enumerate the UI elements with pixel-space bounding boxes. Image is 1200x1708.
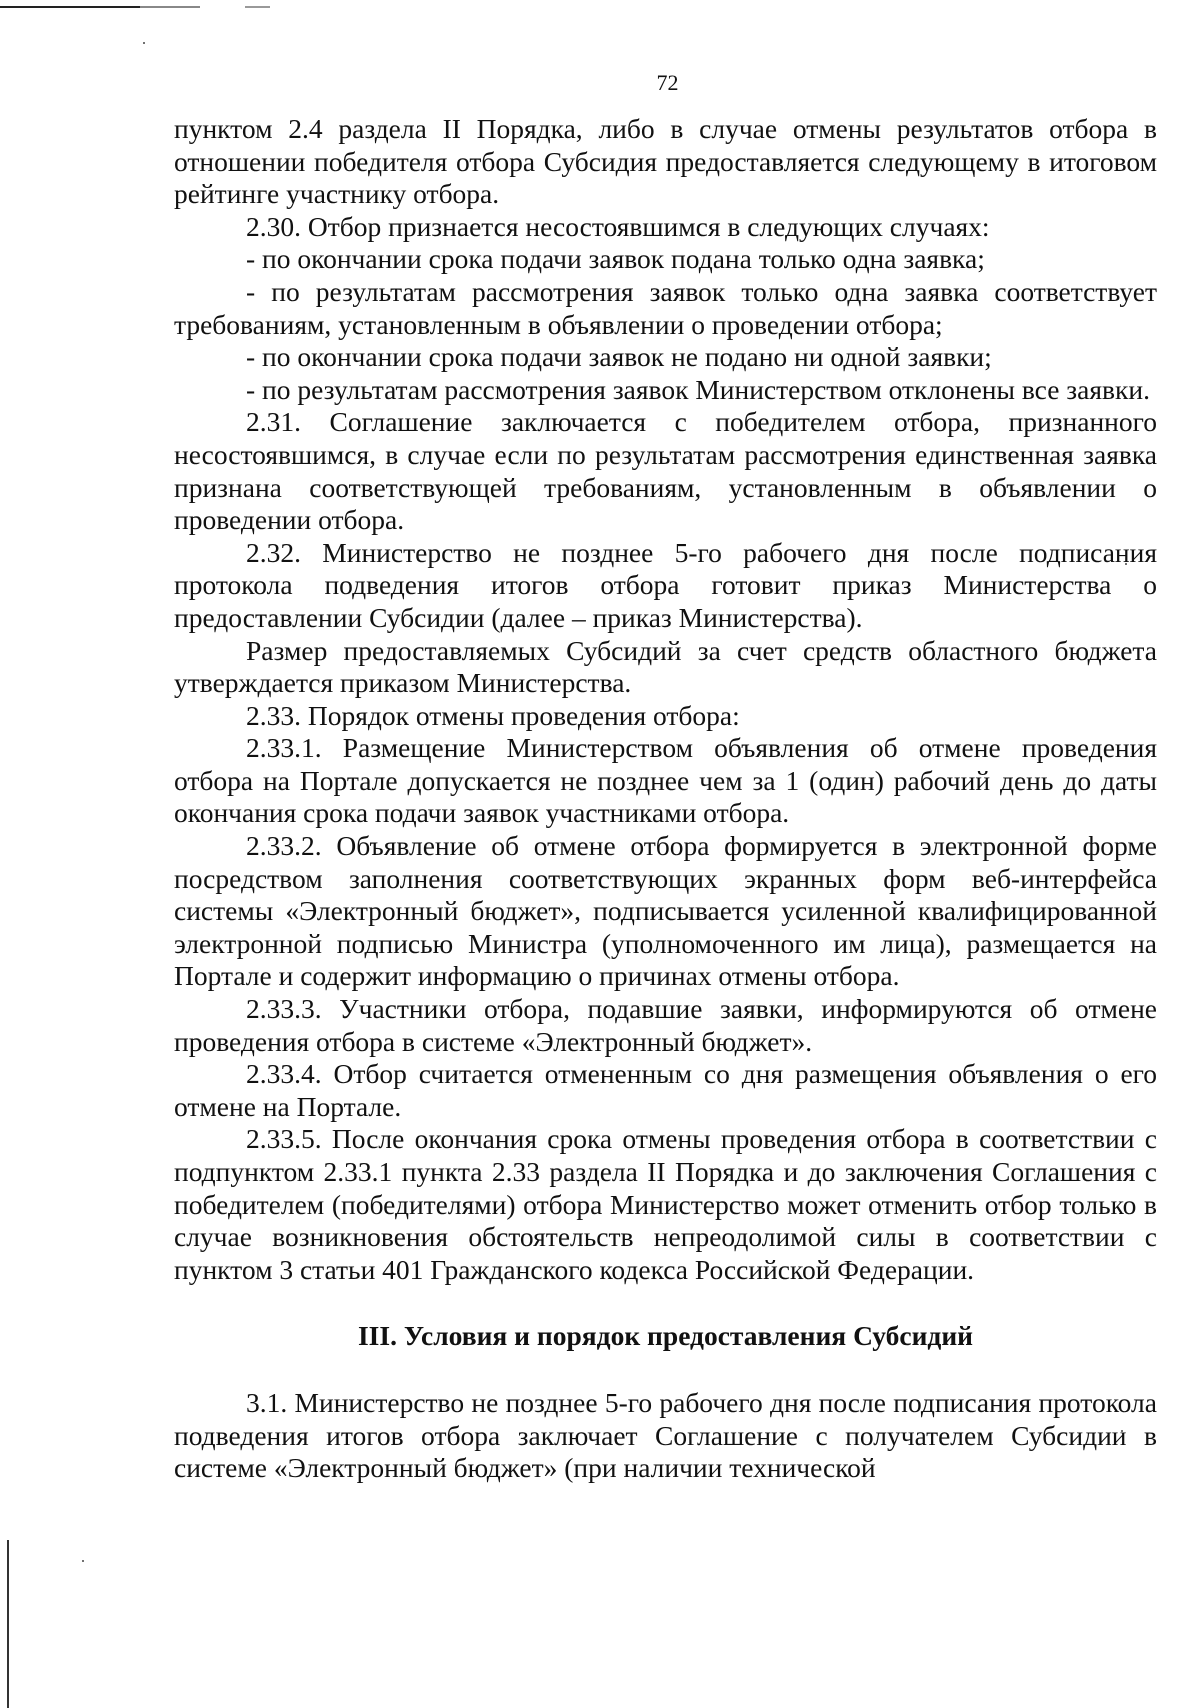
paragraph: 2.30. Отбор признается несостоявшимся в следующих случаях:: [246, 210, 990, 242]
paragraph: 2.33.4. Отбор считается отмененным со дня размещения объявления о его отмене на Портале.: [174, 1058, 1157, 1122]
scan-artifact-top-line: [0, 6, 300, 8]
paragraph: - по результатам рассмотрения заявок Министерством отклонены все заявки.: [246, 373, 1150, 405]
paragraph: 2.33.3. Участники отбора, подавшие заявки, информируются об отмене проведения отбора в системе «Электронный бюджет».: [174, 993, 1157, 1057]
paragraph: пунктом 2.4 раздела II Порядка, либо в случае отмены результатов отбора в отношении победителя отбора Субсидия предоставляется следующему в итоговом рейтинге участнику отбора.: [174, 113, 1157, 210]
paragraph: 2.33.5. После окончания срока отмены проведения отбора в соответствии с подпунктом 2.33.1 пункта 2.33 раздела II Порядка и до заключения Соглашения с победителем (победителями) отбора Министерство может отменить отбор только в случае возникновения обстоятельств непреодолимой силы в соответствии с пунктом 3 статьи 401 Гражданского кодекса Российской Федерации.: [174, 1123, 1157, 1285]
paragraph: - по окончании срока подачи заявок не подано ни одной заявки;: [246, 341, 992, 373]
paragraph: 2.33. Порядок отмены проведения отбора:: [246, 699, 740, 731]
scan-speck: [82, 1560, 84, 1562]
scan-speck: [143, 42, 145, 44]
paragraph: 2.33.2. Объявление об отмене отбора формируется в электронной форме посредством заполнения соответствующих экранных форм веб-интерфейса системы «Электронный бюджет», подписывается усиленной квалифицированной электронной подписью Министра (уполномоченного им лица), размещается на Портале и содержит информацию о причинах отмены отбора.: [174, 830, 1157, 992]
document-body: [174, 113, 1157, 1485]
scan-artifact-left-line: [7, 1540, 9, 1708]
paragraphs-before-heading: [174, 113, 1157, 1286]
paragraph: - по окончании срока подачи заявок подана только одна заявка;: [246, 243, 985, 275]
paragraphs-after-heading: [174, 1387, 1157, 1485]
paragraph: 2.31. Соглашение заключается с победителем отбора, признанного несостоявшимся, в случае если по результатам рассмотрения единственная заявка признана соответствующей требованиям, установленным в объявлении о проведении отбора.: [174, 406, 1157, 536]
paragraph: 3.1. Министерство не позднее 5-го рабочего дня после подписания протокола подведения итогов отбора заключает Соглашение с получателем Субсидии в системе «Электронный бюджет» (при наличии технической: [174, 1386, 1157, 1484]
paragraph: - по результатам рассмотрения заявок только одна заявка соответствует требованиям, установленным в объявлении о проведении отбора;: [174, 275, 1157, 340]
paragraph: Размер предоставляемых Субсидий за счет средств областного бюджета утверждается приказом Министерства.: [174, 634, 1157, 699]
paragraph: 2.33.1. Размещение Министерством объявления об отмене проведения отбора на Портале допускается не позднее чем за 1 (один) рабочий день до даты окончания срока подачи заявок участниками отбора.: [174, 732, 1157, 829]
page-number: 72: [656, 70, 679, 95]
section-heading: III. Условия и порядок предоставления Субсидий: [357, 1320, 974, 1352]
paragraph: 2.32. Министерство не позднее 5-го рабочего дня после подписания протокола подведения итогов отбора готовит приказ Министерства о предоставлении Субсидии (далее – приказ Министерства).: [174, 536, 1157, 633]
